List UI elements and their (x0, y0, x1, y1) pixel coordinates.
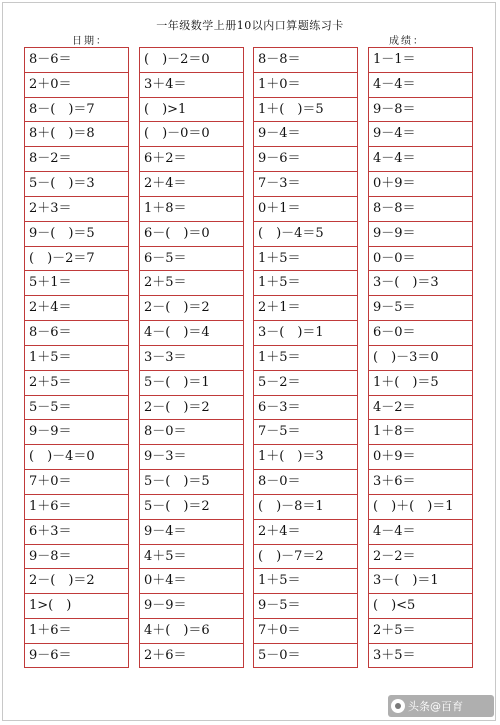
problem-cell: 3－( )＝1 (254, 321, 357, 346)
problem-cell: 5－( )＝1 (140, 371, 243, 396)
problem-cell: 1＋( )＝5 (254, 98, 357, 123)
problem-cell: 0－0＝ (369, 247, 472, 272)
problem-cell: 3－( )＝1 (369, 569, 472, 594)
problem-cell: 0＋1＝ (254, 197, 357, 222)
problem-cell: 4＋5＝ (140, 545, 243, 570)
problem-cell: 8－0＝ (254, 470, 357, 495)
problem-column-4 (368, 47, 473, 668)
problem-cell: 1＋6＝ (25, 495, 128, 520)
problem-cell: ( )－4＝0 (25, 445, 128, 470)
problem-cell: 3－3＝ (140, 346, 243, 371)
problem-cell: 5－2＝ (254, 371, 357, 396)
problem-cell: 5－( )＝3 (25, 172, 128, 197)
problem-cell: 2＋4＝ (254, 520, 357, 545)
problem-cell: ( )－4＝5 (254, 222, 357, 247)
problem-cell: ( )>1 (140, 98, 243, 123)
problem-cell: 2＋5＝ (369, 619, 472, 644)
problem-cell: 9－9＝ (140, 594, 243, 619)
problem-cell: 0＋4＝ (140, 569, 243, 594)
problem-cell: 1＋5＝ (254, 346, 357, 371)
problem-cell: 1＋8＝ (369, 420, 472, 445)
problem-cell: 4－4＝ (369, 520, 472, 545)
problem-cell: 9－8＝ (369, 98, 472, 123)
problem-cell: ( )－3＝0 (369, 346, 472, 371)
problem-cell: 0＋9＝ (369, 445, 472, 470)
problem-cell: 1＋( )＝5 (369, 371, 472, 396)
problem-cell: 4＋( )＝6 (140, 619, 243, 644)
problem-cell: 6＋2＝ (140, 147, 243, 172)
worksheet-title: 一年级数学上册10以内口算题练习卡 (156, 19, 344, 32)
problem-cell: 4－( )＝4 (140, 321, 243, 346)
problem-cell: 9－4＝ (254, 122, 357, 147)
problem-cell: 5－( )＝2 (140, 495, 243, 520)
problem-cell: 1＋0＝ (254, 73, 357, 98)
problem-cell: 1＋6＝ (25, 619, 128, 644)
problem-column-1 (24, 47, 129, 668)
problem-cell: 1＋5＝ (254, 247, 357, 272)
problem-cell: 2＋4＝ (25, 296, 128, 321)
problem-cell: 5＋1＝ (25, 271, 128, 296)
problem-cell: ( )－2＝0 (140, 48, 243, 73)
problem-cell: 2＋5＝ (140, 271, 243, 296)
problem-cell: 2－( )＝2 (25, 569, 128, 594)
problem-cell: 6－0＝ (369, 321, 472, 346)
problem-cell: 7＋0＝ (25, 470, 128, 495)
problem-cell: 6－( )＝0 (140, 222, 243, 247)
problem-cell: 8－2＝ (25, 147, 128, 172)
problem-cell: 2－( )＝2 (140, 396, 243, 421)
problem-cell: 8－6＝ (25, 48, 128, 73)
problem-cell: 1>( ) (25, 594, 128, 619)
watermark-text: 头条@百育 (408, 700, 463, 713)
problem-cell: 2＋0＝ (25, 73, 128, 98)
problem-cell: 8－( )＝7 (25, 98, 128, 123)
problem-cell: 4－2＝ (369, 396, 472, 421)
problem-cell: 8－8＝ (369, 197, 472, 222)
problem-cell: 2－2＝ (369, 545, 472, 570)
problem-cell: 1＋5＝ (254, 271, 357, 296)
problem-cell: 3＋6＝ (369, 470, 472, 495)
problem-cell: 2＋6＝ (144, 647, 187, 663)
problem-cell: 0＋9＝ (369, 172, 472, 197)
problem-cell: 7－5＝ (254, 420, 357, 445)
problem-cell: 1＋8＝ (140, 197, 243, 222)
problem-cell: 3－( )＝3 (369, 271, 472, 296)
problem-cell: 9－6＝ (29, 647, 72, 663)
problem-cell: 8＋( )＝8 (25, 122, 128, 147)
problem-cell: ( )－7＝2 (254, 545, 357, 570)
problem-cell: 9－5＝ (369, 296, 472, 321)
problem-cell: 6＋3＝ (25, 520, 128, 545)
problem-cell: 9－( )＝5 (25, 222, 128, 247)
problem-cell: 7－3＝ (254, 172, 357, 197)
problem-cell: 9－9＝ (369, 222, 472, 247)
problem-cell: 6－5＝ (140, 247, 243, 272)
problem-cell: 9－8＝ (25, 545, 128, 570)
problem-cell: 2＋3＝ (25, 197, 128, 222)
problem-cell: 2＋5＝ (25, 371, 128, 396)
problem-cell: 9－6＝ (254, 147, 357, 172)
problem-cell: 3＋4＝ (140, 73, 243, 98)
problem-cell: 9－9＝ (25, 420, 128, 445)
problem-cell: 4－4＝ (369, 73, 472, 98)
date-label: 日期： (72, 36, 108, 47)
score-label: 成绩： (389, 36, 425, 47)
problem-cell: ( )－8＝1 (254, 495, 357, 520)
problem-cell: 8－6＝ (25, 321, 128, 346)
problem-cell: 2－( )＝2 (140, 296, 243, 321)
problem-cell: ( )－2＝7 (25, 247, 128, 272)
problem-cell: 1＋5＝ (25, 346, 128, 371)
problem-cell: 7＋0＝ (254, 619, 357, 644)
problem-cell: 1＋( )＝3 (254, 445, 357, 470)
problem-cell: ( )－0＝0 (140, 122, 243, 147)
problem-cell: 2＋1＝ (254, 296, 357, 321)
problem-cell: ( )<5 (369, 594, 472, 619)
problem-cell: 8－8＝ (254, 48, 357, 73)
watermark (388, 695, 494, 717)
problem-cell: 9－4＝ (369, 122, 472, 147)
problem-cell: 5－5＝ (25, 396, 128, 421)
watermark-logo-icon (391, 699, 405, 713)
problem-cell: 9－3＝ (140, 445, 243, 470)
problem-cell: 8－0＝ (140, 420, 243, 445)
problem-cell: 5－( )＝5 (140, 470, 243, 495)
problem-cell: ( )＋( )＝1 (369, 495, 472, 520)
problem-cell: 4－4＝ (369, 147, 472, 172)
problem-column-2 (139, 47, 244, 668)
problem-cell: 6－3＝ (254, 396, 357, 421)
problem-cell: 2＋4＝ (140, 172, 243, 197)
problem-cell: 9－4＝ (140, 520, 243, 545)
problem-column-3 (253, 47, 358, 668)
problem-cell: 3＋5＝ (373, 647, 416, 663)
problem-cell: 5－0＝ (258, 647, 301, 663)
problem-cell: 9－5＝ (254, 594, 357, 619)
problem-cell: 1－1＝ (369, 48, 472, 73)
problem-cell: 1＋5＝ (254, 569, 357, 594)
